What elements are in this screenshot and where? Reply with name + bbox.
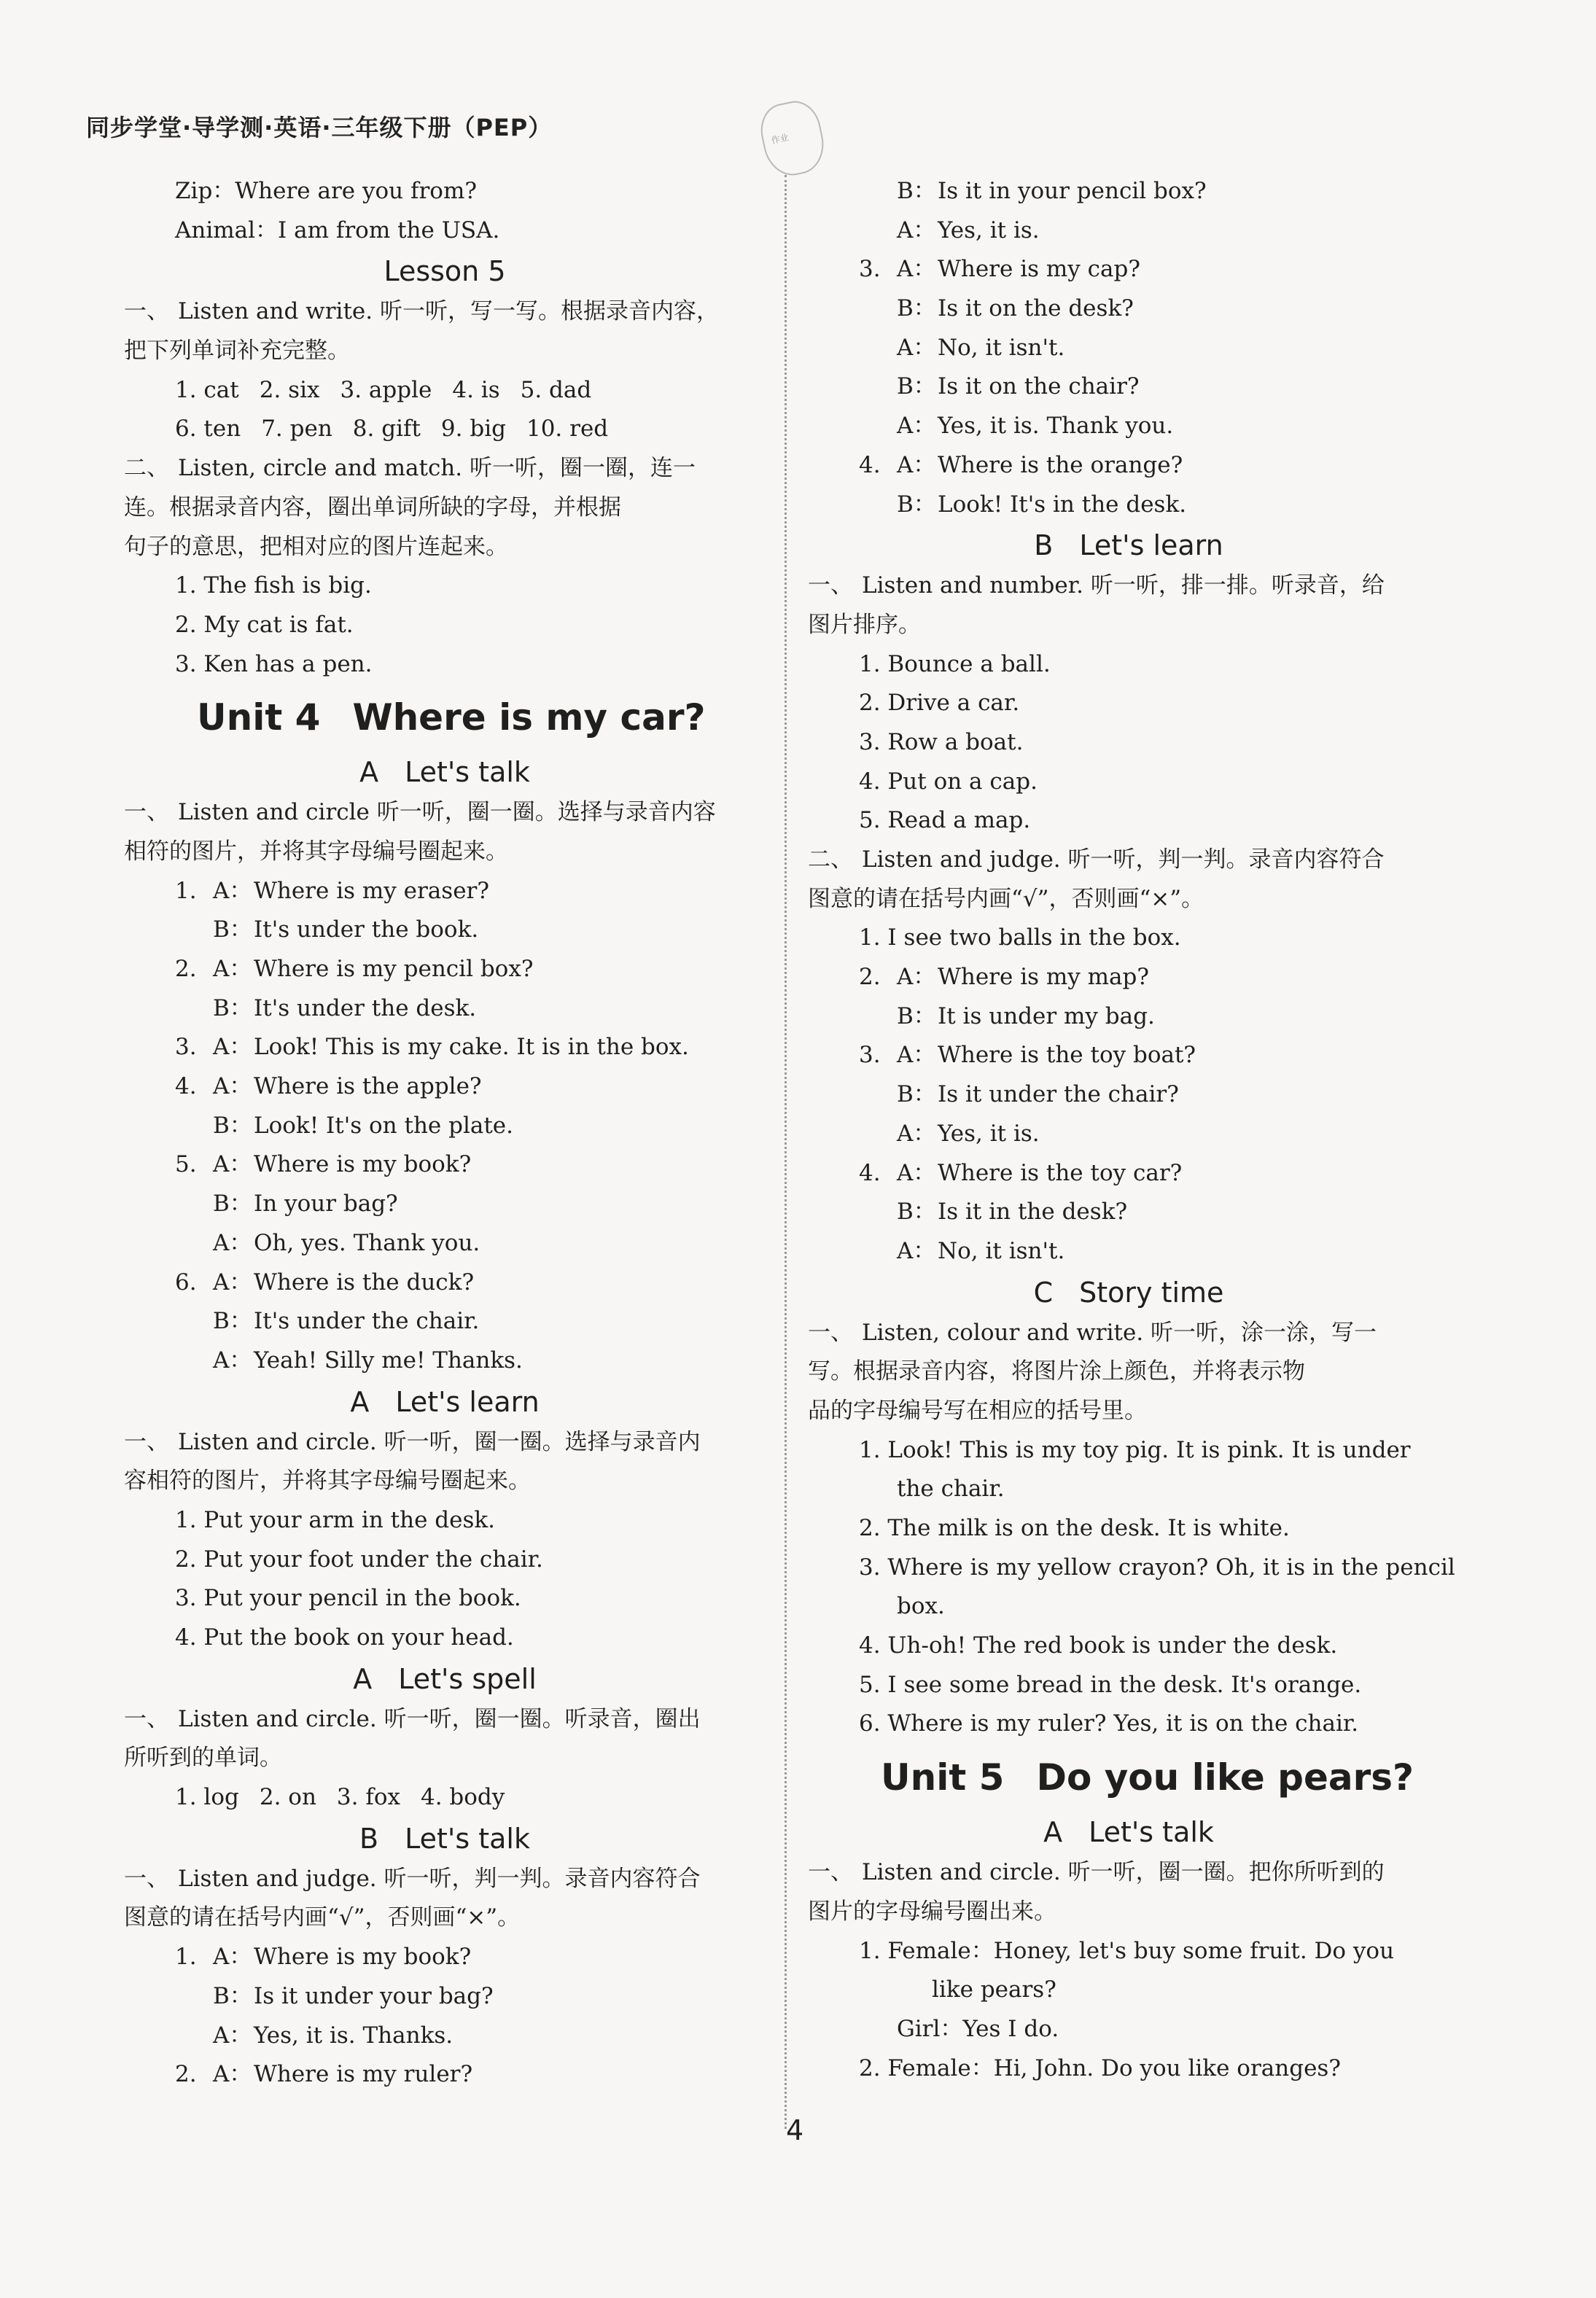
task-text: Listen and write. 听一听，写一写。根据录音内容，: [178, 298, 719, 325]
word-item: 7. pen: [261, 416, 332, 443]
dialog-line: [124, 1263, 766, 1303]
section-title: Let's learn: [1079, 529, 1223, 562]
speaker-label: B：: [897, 491, 936, 518]
section-letter: A: [353, 1662, 373, 1695]
task-text: 图意的请在括号内画“√”，否则画“×”。: [808, 885, 1204, 912]
section-heading: [808, 524, 1449, 566]
list-item-cont: box.: [897, 1593, 945, 1620]
dialog-text: Is it under your bag?: [254, 1982, 494, 2009]
task-text: 连。根据录音内容，圈出单词所缺的字母，并根据: [124, 494, 621, 521]
dialog-line: [124, 989, 766, 1029]
task-mark: 一、: [808, 572, 853, 599]
speaker-label: B：: [897, 178, 936, 204]
task-mark: 二、: [124, 455, 169, 482]
speaker-label: B：: [897, 1002, 936, 1029]
word-item: 4. is: [452, 376, 500, 403]
dialog-line: [124, 1028, 766, 1067]
dialog-text: It's under the chair.: [254, 1308, 480, 1335]
list-item: 4. Put the book on your head.: [175, 1624, 514, 1651]
dialog-text: Oh, yes. Thank you.: [254, 1229, 480, 1256]
task-text: 把下列单词补充完整。: [124, 338, 350, 365]
task-text: 容相符的图片，并将其字母编号圈起来。: [124, 1468, 531, 1495]
list-item: 5. Read a map.: [859, 807, 1031, 834]
dialog-line: [808, 1115, 1449, 1154]
task-text: Listen and circle. 听一听，圈一圈。听录音，圈出: [178, 1705, 701, 1732]
section-title: Let's talk: [405, 1822, 530, 1855]
task-mark: 一、: [808, 1859, 853, 1886]
dialog-line: [808, 958, 1449, 997]
task-text: 图片的字母编号圈出来。: [808, 1898, 1056, 1925]
dialog-text: It's under the book.: [254, 916, 479, 943]
text-line: Animal：I am from the USA.: [175, 217, 500, 244]
list-item: 1. Female：Honey, let's buy some fruit. Do you: [859, 1937, 1395, 1964]
item-number: 2.: [175, 956, 197, 982]
task-instruction: [124, 793, 766, 833]
task-text: Listen and number. 听一听，排一排。听录音，给: [862, 572, 1385, 599]
list-item: 2. The milk is on the desk. It is white.: [859, 1515, 1290, 1541]
task-text: Listen and judge. 听一听，判一判。录音内容符合: [862, 846, 1385, 873]
section-title: Story time: [1079, 1276, 1224, 1309]
dialog-text: Where is the orange?: [938, 451, 1183, 478]
item-number: 4.: [859, 451, 881, 478]
word-item: 4. body: [420, 1784, 505, 1811]
section-heading: [808, 1271, 1449, 1314]
task-mark: 一、: [808, 1319, 853, 1346]
dialog-text: Where is my cap?: [938, 256, 1140, 283]
list-item: 2. My cat is fat.: [175, 611, 354, 638]
dialog-line: [808, 486, 1449, 525]
speaker-label: B：: [213, 1191, 252, 1218]
running-header: 同步学堂·导学测·英语·三年级下册（PEP）: [86, 114, 553, 141]
dialog-block: [808, 172, 1449, 524]
dialog-text: Yes, it is. Thanks.: [254, 2022, 454, 2049]
unit-title: [197, 684, 766, 751]
dialog-text: Where is my eraser?: [254, 877, 489, 904]
word-item: 3. fox: [336, 1784, 400, 1811]
section-heading: [808, 1811, 1449, 1853]
list-item: 3. Put your pencil in the book.: [175, 1585, 521, 1612]
dialog-text: Where is the duck?: [254, 1269, 475, 1296]
list-item: 4. Uh-oh! The red book is under the desk.: [859, 1632, 1338, 1659]
text-line: Zip：Where are you from?: [175, 178, 477, 204]
item-number: 5.: [175, 1151, 197, 1178]
task-text: Listen, colour and write. 听一听，涂一涂，写一: [862, 1319, 1377, 1346]
task-instruction: [808, 566, 1449, 606]
speaker-label: B：: [897, 295, 936, 322]
list-item: 1. Look! This is my toy pig. It is pink. It is under: [859, 1436, 1411, 1463]
dialog-line: [124, 872, 766, 911]
dialog-text: Yeah! Silly me! Thanks.: [254, 1347, 523, 1374]
speaker-label: B：: [213, 1308, 252, 1335]
word-item: 9. big: [440, 416, 506, 443]
dialog-text: It is under my bag.: [938, 1002, 1155, 1029]
item-number: 1.: [175, 877, 197, 904]
section-heading: [124, 751, 766, 793]
list-item-cont: the chair.: [897, 1476, 1005, 1503]
task-text: 品的字母编号写在相应的括号里。: [808, 1397, 1147, 1424]
dialog-line: [808, 1036, 1449, 1075]
dialog-text: No, it isn't.: [938, 334, 1065, 361]
task-text: 写。根据录音内容，将图片涂上颜色，并将表示物: [808, 1358, 1305, 1385]
dialog-line: [808, 1232, 1449, 1271]
dialog-line: [124, 1938, 766, 1977]
task-text: 图片排序。: [808, 611, 921, 638]
task-instruction: [124, 1700, 766, 1740]
stamp-seal: [756, 97, 830, 181]
unit-name: Do you like pears?: [1036, 1756, 1414, 1799]
speaker-label: A：: [897, 256, 936, 283]
word-item: 3. apple: [340, 376, 432, 403]
section-title: Let's talk: [1089, 1816, 1214, 1849]
dialog-line: [808, 250, 1449, 289]
speaker-label: B：: [213, 1982, 252, 2009]
speaker-label: A：: [213, 1151, 252, 1178]
section-title: Let's talk: [405, 756, 530, 789]
task-instruction: [124, 1860, 766, 1899]
item-number: 3.: [175, 1034, 197, 1061]
task-mark: 二、: [808, 846, 853, 873]
item-number: 6.: [175, 1269, 197, 1296]
word-item: 1. cat: [175, 376, 239, 403]
dialog-line: [124, 1107, 766, 1146]
speaker-label: A：: [897, 413, 936, 440]
dialog-block: [808, 958, 1449, 1271]
list-item: 1. Put your arm in the desk.: [175, 1506, 496, 1533]
task-text: Listen and circle. 听一听，圈一圈。把你所听到的: [862, 1859, 1385, 1886]
list-item: 1. I see two balls in the box.: [859, 924, 1181, 951]
item-number: 1.: [175, 1944, 197, 1971]
task-text: 图意的请在括号内画“√”，否则画“×”。: [124, 1904, 521, 1931]
task-instruction: [808, 841, 1449, 880]
dialog-text: Yes, it is.: [938, 1120, 1040, 1147]
dialog-line: [808, 407, 1449, 446]
list-item: 5. I see some bread in the desk. It's orange.: [859, 1671, 1362, 1698]
speaker-label: A：: [897, 1120, 936, 1147]
dialog-text: Look! This is my cake. It is in the box.: [254, 1034, 689, 1061]
dialog-line: Girl：Yes I do.: [897, 2015, 1059, 2042]
list-item: 3. Row a boat.: [859, 728, 1024, 755]
dialog-text: Where is the toy car?: [938, 1159, 1183, 1186]
speaker-label: A：: [897, 964, 936, 991]
section-letter: A: [350, 1385, 370, 1418]
speaker-label: A：: [213, 1073, 252, 1100]
list-item: 6. Where is my ruler? Yes, it is on the chair.: [859, 1710, 1359, 1737]
dialog-line: [808, 172, 1449, 211]
task-instruction: [124, 449, 766, 488]
speaker-label: A：: [897, 1237, 936, 1264]
dialog-line: [124, 2017, 766, 2056]
left-column: [124, 172, 766, 2095]
speaker-label: A：: [897, 451, 936, 478]
item-number: 3.: [859, 256, 881, 283]
speaker-label: A：: [213, 956, 252, 982]
task-text: 相符的图片，并将其字母编号圈起来。: [124, 838, 508, 865]
dialog-text: It's under the desk.: [254, 994, 477, 1021]
dialog-text: Where is my pencil box?: [254, 956, 534, 982]
dialog-text: Where is my book?: [254, 1944, 472, 1971]
dialog-block: [124, 1938, 766, 2095]
unit-name: Where is my car?: [352, 696, 706, 739]
dialog-line: [808, 289, 1449, 329]
section-heading: [124, 1818, 766, 1860]
dialog-text: Where is the apple?: [254, 1073, 482, 1100]
dialog-line: [808, 1193, 1449, 1232]
word-item: 6. ten: [175, 416, 241, 443]
list-item: 2. Put your foot under the chair.: [175, 1546, 543, 1573]
task-instruction: [124, 292, 766, 332]
dialog-line: [124, 1977, 766, 2017]
item-number: 4.: [175, 1073, 197, 1100]
speaker-label: A：: [213, 2061, 252, 2088]
task-instruction: [808, 1314, 1449, 1353]
dialog-text: Where is the toy boat?: [938, 1042, 1196, 1069]
dialog-line: [124, 1145, 766, 1185]
section-heading: [124, 1381, 766, 1423]
task-instruction: [808, 1853, 1449, 1893]
list-item-cont: like pears?: [932, 1976, 1056, 2003]
word-item: 2. on: [259, 1784, 316, 1811]
dialog-text: Is it on the desk?: [938, 295, 1134, 322]
word-list: [124, 410, 766, 449]
item-number: 3.: [859, 1042, 881, 1069]
dialog-text: Look! It's on the plate.: [254, 1112, 514, 1139]
dialog-text: Where is my book?: [254, 1151, 472, 1178]
column-divider: [785, 175, 787, 2129]
speaker-label: A：: [213, 1269, 252, 1296]
task-instruction: [124, 1423, 766, 1462]
dialog-line: [124, 1185, 766, 1224]
dialog-line: [808, 367, 1449, 407]
dialog-text: In your bag?: [254, 1191, 398, 1218]
task-text: 所听到的单词。: [124, 1745, 282, 1772]
speaker-label: A：: [213, 1944, 252, 1971]
task-text: Listen, circle and match. 听一听，圈一圈，连一: [178, 455, 696, 482]
speaker-label: B：: [897, 1199, 936, 1226]
page-number: 4: [786, 2114, 804, 2146]
task-text: Listen and judge. 听一听，判一判。录音内容符合: [178, 1865, 701, 1892]
task-mark: 一、: [124, 1865, 169, 1892]
speaker-label: A：: [897, 1042, 936, 1069]
dialog-line: [124, 1341, 766, 1381]
dialog-text: Yes, it is. Thank you.: [938, 413, 1174, 440]
dialog-text: No, it isn't.: [938, 1237, 1065, 1264]
item-number: 4.: [859, 1159, 881, 1186]
speaker-label: A：: [213, 1034, 252, 1061]
speaker-label: A：: [213, 1347, 252, 1374]
dialog-text: Is it on the chair?: [938, 373, 1140, 400]
list-item: 1. Bounce a ball.: [859, 650, 1051, 677]
speaker-label: A：: [213, 2022, 252, 2049]
speaker-label: B：: [213, 916, 252, 943]
dialog-line: [124, 1067, 766, 1107]
dialog-text: Is it in the desk?: [938, 1199, 1128, 1226]
dialog-text: Where is my map?: [938, 964, 1149, 991]
task-mark: 一、: [124, 1705, 169, 1732]
speaker-label: A：: [897, 1159, 936, 1186]
list-item: 2. Drive a car.: [859, 690, 1020, 717]
list-item: 2. Female：Hi, John. Do you like oranges?: [859, 2054, 1341, 2081]
dialog-line: [808, 329, 1449, 368]
list-item: 3. Ken has a pen.: [175, 650, 373, 677]
dialog-line: [124, 2055, 766, 2095]
right-column: [808, 172, 1455, 2088]
task-mark: 一、: [124, 298, 169, 325]
unit-title: [881, 1744, 1449, 1811]
speaker-label: A：: [897, 334, 936, 361]
dialog-line: [124, 950, 766, 989]
dialog-text: Is it in your pencil box?: [938, 178, 1207, 204]
dialog-text: Look! It's in the desk.: [938, 491, 1187, 518]
speaker-label: A：: [213, 877, 252, 904]
task-text: Listen and circle. 听一听，圈一圈。选择与录音内: [178, 1428, 701, 1455]
item-number: 2.: [175, 2061, 197, 2088]
section-heading: Lesson 5: [384, 255, 506, 288]
speaker-label: B：: [213, 1112, 252, 1139]
section-letter: B: [359, 1822, 379, 1855]
word-list: [124, 1778, 766, 1818]
list-item: 4. Put on a cap.: [859, 768, 1038, 795]
section-letter: C: [1033, 1276, 1054, 1309]
dialog-line: [124, 911, 766, 950]
stamp-text: 作业: [770, 132, 790, 146]
dialog-line: [124, 1302, 766, 1341]
word-list: [124, 371, 766, 410]
dialog-line: [808, 1075, 1449, 1115]
speaker-label: B：: [213, 994, 252, 1021]
speaker-label: B：: [897, 1081, 936, 1108]
word-item: 2. six: [259, 376, 320, 403]
section-letter: B: [1034, 529, 1054, 562]
section-heading: [124, 1658, 766, 1700]
section-title: Let's learn: [395, 1385, 540, 1418]
speaker-label: A：: [897, 217, 936, 244]
dialog-line: [808, 446, 1449, 486]
task-text: 句子的意思，把相对应的图片连起来。: [124, 533, 508, 560]
task-text: Listen and circle 听一听，圈一圈。选择与录音内容: [178, 799, 716, 826]
word-item: 1. log: [175, 1784, 239, 1811]
list-item: 3. Where is my yellow crayon? Oh, it is in the pencil: [859, 1554, 1455, 1581]
section-letter: A: [1043, 1816, 1063, 1849]
speaker-label: B：: [897, 373, 936, 400]
speaker-label: A：: [213, 1229, 252, 1256]
dialog-line: [808, 997, 1449, 1037]
dialog-line: [808, 211, 1449, 251]
section-letter: A: [359, 756, 379, 789]
dialog-line: [808, 1154, 1449, 1193]
unit-number: Unit 4: [197, 696, 321, 739]
dialog-text: Yes, it is.: [938, 217, 1040, 244]
task-mark: 一、: [124, 1428, 169, 1455]
word-item: 8. gift: [352, 416, 421, 443]
dialog-line: [124, 1224, 766, 1263]
dialog-text: Where is my ruler?: [254, 2061, 473, 2088]
dialog-text: Is it under the chair?: [938, 1081, 1179, 1108]
task-mark: 一、: [124, 799, 169, 826]
dialog-block: [124, 872, 766, 1381]
word-item: 5. dad: [520, 376, 592, 403]
list-item: 1. The fish is big.: [175, 572, 372, 599]
unit-number: Unit 5: [881, 1756, 1005, 1799]
item-number: 2.: [859, 964, 881, 991]
section-title: Let's spell: [398, 1662, 537, 1695]
word-item: 10. red: [526, 416, 609, 443]
